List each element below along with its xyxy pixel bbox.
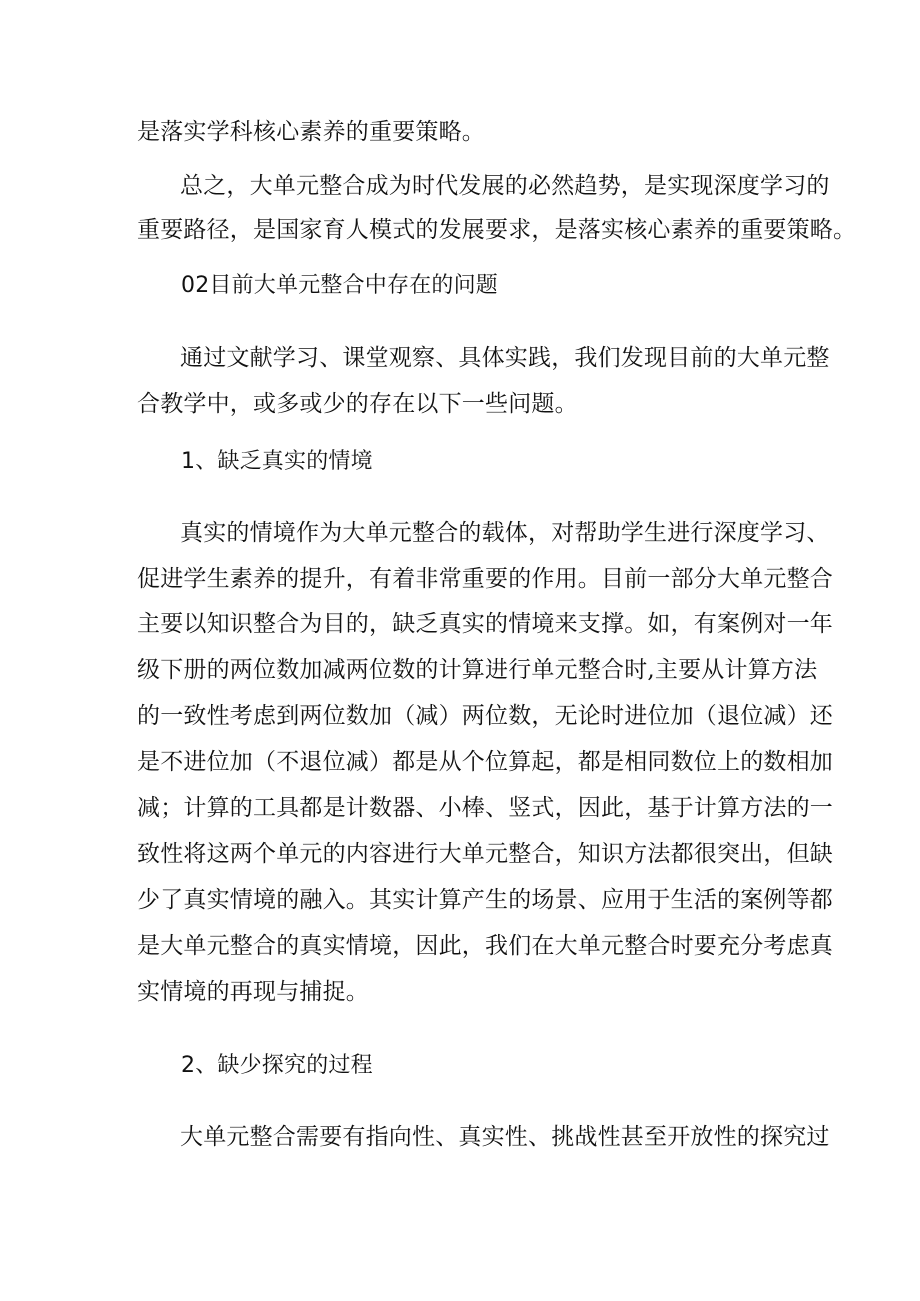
paragraph-line: 级下册的两位数加减两位数的计算进行单元整合时,主要从计算方法 [137, 657, 818, 683]
paragraph-line: 是落实学科核心素养的重要策略。 [137, 119, 485, 145]
paragraph-line: 实情境的再现与捕捉。 [137, 979, 369, 1005]
paragraph-line: 减；计算的工具都是计数器、小棒、竖式，因此，基于计算方法的一 [137, 795, 833, 821]
paragraph-line: 大单元整合需要有指向性、真实性、挑战性甚至开放性的探究过 [180, 1124, 830, 1150]
paragraph-line: 是大单元整合的真实情境，因此，我们在大单元整合时要充分考虑真 [137, 933, 833, 959]
paragraph-line: 重要路径，是国家育人模式的发展要求，是落实核心素养的重要策略。 [137, 217, 857, 243]
paragraph-line: 是不进位加（不退位减）都是从个位算起，都是相同数位上的数相加 [137, 749, 833, 775]
paragraph-line: 少了真实情境的融入。其实计算产生的场景、应用于生活的案例等都 [137, 887, 833, 913]
paragraph-line: 主要以知识整合为目的，缺乏真实的情境来支撑。如，有案例对一年 [137, 611, 833, 637]
paragraph-line: 的一致性考虑到两位数加（减）两位数，无论时进位加（退位减）还 [137, 703, 833, 729]
paragraph-line: 合教学中，或多或少的存在以下一些问题。 [137, 391, 578, 417]
subsection-heading: 2、缺少探究的过程 [181, 1053, 373, 1078]
section-heading: 02目前大单元整合中存在的问题 [181, 273, 498, 298]
paragraph-line: 总之，大单元整合成为时代发展的必然趋势，是实现深度学习的 [180, 173, 830, 199]
subsection-heading: 1、缺乏真实的情境 [181, 449, 373, 474]
paragraph-line: 致性将这两个单元的内容进行大单元整合，知识方法都很突出，但缺 [137, 841, 833, 867]
paragraph-line: 通过文献学习、课堂观察、具体实践，我们发现目前的大单元整 [180, 345, 830, 371]
paragraph-line: 促进学生素养的提升，有着非常重要的作用。目前一部分大单元整合 [137, 566, 833, 592]
paragraph-line: 真实的情境作为大单元整合的载体，对帮助学生进行深度学习、 [180, 520, 830, 546]
